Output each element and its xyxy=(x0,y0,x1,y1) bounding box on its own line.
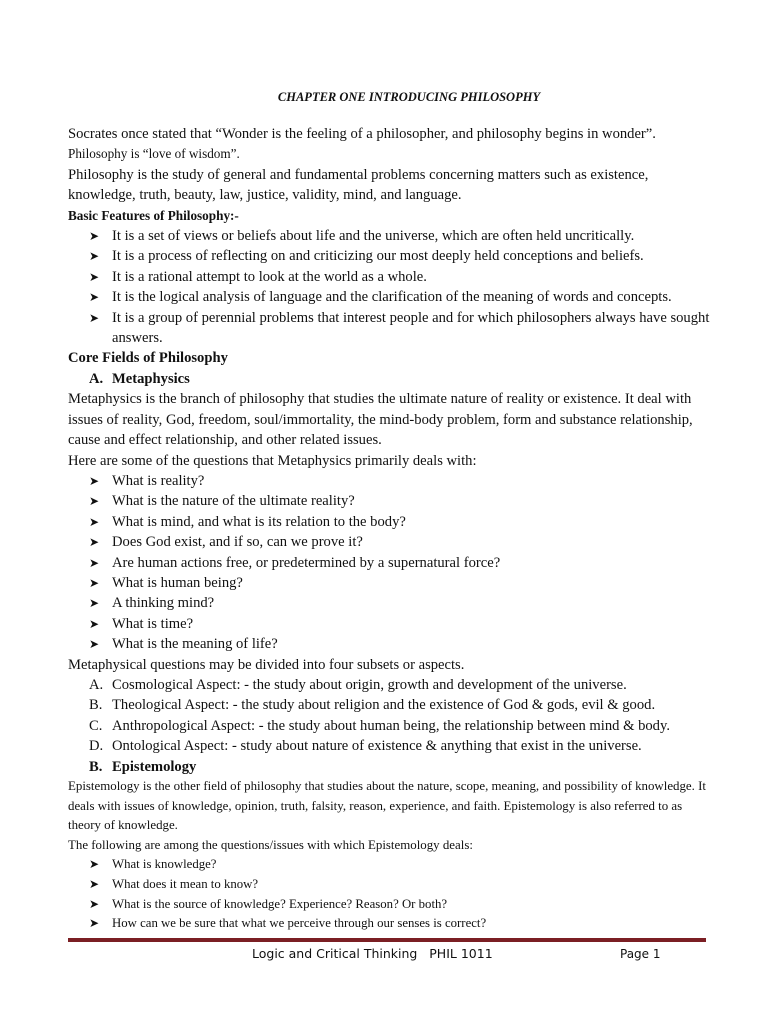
epistemology-questions-intro: The following are among the questions/issues with which Epistemology deals: xyxy=(68,837,473,852)
intro-paragraph: Philosophy is “love of wisdom”. xyxy=(68,146,240,162)
list-item: ➤ A thinking mind? xyxy=(89,593,710,613)
arrowhead-bullet-icon: ➤ xyxy=(89,876,100,891)
epistemology-heading: Epistemology xyxy=(112,758,197,775)
document-body xyxy=(68,124,710,934)
list-item: ➤ It is a group of perennial problems that interest people and for which philosophers always have sought answers. xyxy=(89,309,710,347)
list-item: ➤ What is the source of knowledge? Experience? Reason? Or both? xyxy=(89,895,710,915)
arrowhead-bullet-icon: ➤ xyxy=(89,637,100,652)
epistemology-definition: Epistemology is the other field of philosophy that studies about the nature, scope, meaning, and possibility of knowledge. It deals with issues of knowledge, opinion, truth, falsity, reason, experience, and faith. Epistemology is also referred to as theory of knowledge. xyxy=(68,779,706,833)
list-item: C. Anthropological Aspect: - the study about human being, the relationship between mind & body. xyxy=(89,717,670,734)
metaphysics-heading: Metaphysics xyxy=(112,370,190,387)
list-item: ➤ What is the meaning of life? xyxy=(89,634,710,654)
arrowhead-bullet-icon: ➤ xyxy=(89,575,100,590)
metaphysics-questions-intro: Here are some of the questions that Metaphysics primarily deals with: xyxy=(68,452,477,469)
arrowhead-bullet-icon: ➤ xyxy=(89,290,100,305)
list-item: ➤ How can we be sure that what we perceive through our senses is correct? xyxy=(89,914,710,934)
arrowhead-bullet-icon: ➤ xyxy=(89,269,100,284)
arrowhead-bullet-icon: ➤ xyxy=(89,857,100,872)
metaphysics-aspects-list xyxy=(68,675,710,777)
list-item: ➤ What does it mean to know? xyxy=(89,875,710,895)
arrowhead-bullet-icon: ➤ xyxy=(89,916,100,931)
list-item: ➤ It is a process of reflecting on and criticizing our most deeply held conceptions and beliefs. xyxy=(89,246,710,266)
page-number: Page 1 xyxy=(620,947,661,961)
intro-paragraph: Philosophy is the study of general and fundamental problems concerning matters such as existence, knowledge, truth, beauty, law, justice, validity, mind, and language. xyxy=(68,166,649,204)
epistemology-questions-list xyxy=(68,855,710,933)
arrowhead-bullet-icon: ➤ xyxy=(89,555,100,570)
arrowhead-bullet-icon: ➤ xyxy=(89,229,100,244)
arrowhead-bullet-icon: ➤ xyxy=(89,249,100,264)
list-item: ➤ Does God exist, and if so, can we prove it? xyxy=(89,532,710,552)
footer-course: Logic and Critical Thinking PHIL 1011 xyxy=(252,946,493,961)
core-fields-heading: Core Fields of Philosophy xyxy=(68,350,228,367)
list-item: ➤ It is a set of views or beliefs about life and the universe, which are often held uncritically. xyxy=(89,226,710,246)
metaphysics-section-heading xyxy=(68,369,710,389)
arrowhead-bullet-icon: ➤ xyxy=(89,494,100,509)
basic-features-list xyxy=(68,226,710,348)
list-item: ➤ Are human actions free, or predetermined by a supernatural force? xyxy=(89,553,710,573)
metaphysics-questions-list xyxy=(68,471,710,655)
arrowhead-bullet-icon: ➤ xyxy=(89,596,100,611)
metaphysics-aspects-intro: Metaphysical questions may be divided into four subsets or aspects. xyxy=(68,656,465,673)
list-item: ➤ What is knowledge? xyxy=(89,855,710,875)
list-item: ➤ It is the logical analysis of language and the clarification of the meaning of words and concepts. xyxy=(89,287,710,307)
list-item: A. Metaphysics xyxy=(89,370,190,387)
list-item: ➤ What is the nature of the ultimate reality? xyxy=(89,491,710,511)
chapter-title: CHAPTER ONE INTRODUCING PHILOSOPHY xyxy=(277,90,541,104)
arrowhead-bullet-icon: ➤ xyxy=(89,616,100,631)
list-item: ➤ What is human being? xyxy=(89,573,710,593)
list-item: B. Theological Aspect: - the study about religion and the existence of God & gods, evil & good. xyxy=(89,697,656,714)
arrowhead-bullet-icon: ➤ xyxy=(89,896,100,911)
metaphysics-definition: Metaphysics is the branch of philosophy that studies the ultimate nature of reality or existence. It deal with issues of reality, God, freedom, soul/immortality, the mind-body problem, form and substance relationship, cause and effect relationship, and other related issues. xyxy=(68,391,693,449)
list-item: ➤ What is reality? xyxy=(89,471,710,491)
arrowhead-bullet-icon: ➤ xyxy=(89,310,100,325)
list-item: A. Cosmological Aspect: - the study about origin, growth and development of the universe. xyxy=(89,676,627,693)
list-item: ➤ What is time? xyxy=(89,614,710,634)
list-item: ➤ It is a rational attempt to look at the world as a whole. xyxy=(89,267,710,287)
arrowhead-bullet-icon: ➤ xyxy=(89,535,100,550)
list-item: D. Ontological Aspect: - study about nature of existence & anything that exist in the universe. xyxy=(89,738,642,755)
arrowhead-bullet-icon: ➤ xyxy=(89,473,100,488)
list-item: B. Epistemology xyxy=(89,758,197,775)
basic-features-heading: Basic Features of Philosophy:- xyxy=(68,207,239,223)
arrowhead-bullet-icon: ➤ xyxy=(89,514,100,529)
list-item: ➤ What is mind, and what is its relation to the body? xyxy=(89,512,710,532)
footer-divider xyxy=(68,938,706,942)
intro-paragraph: Socrates once stated that “Wonder is the feeling of a philosopher, and philosophy begins in wonder”. xyxy=(68,126,656,142)
